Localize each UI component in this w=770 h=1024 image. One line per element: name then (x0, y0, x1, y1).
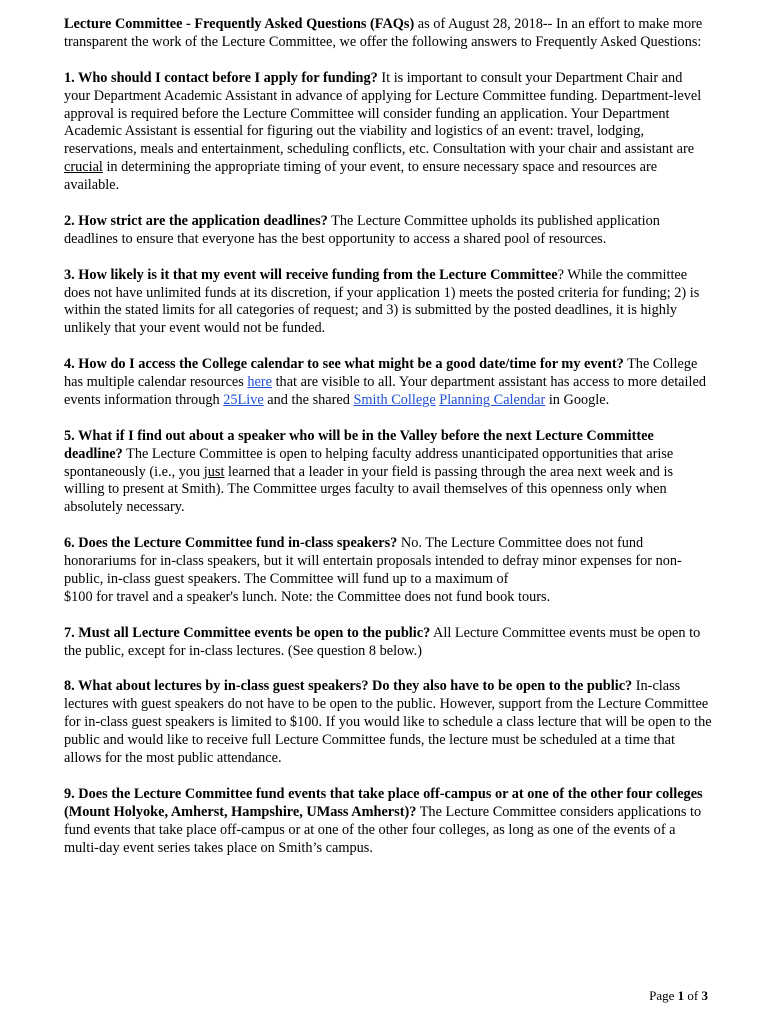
faq-item-3 (64, 267, 712, 339)
faq-question-6: 6. Does the Lecture Committee fund in-class speakers? (64, 535, 398, 552)
faq-document (64, 16, 712, 875)
faq-answer-4-part-1: The College has multiple calendar resources (64, 356, 698, 391)
faq-question-9: 9. Does the Lecture Committee fund events that take place off-campus or at one of the other four colleges (Mount Holyoke, Amherst, Hampshire, UMass Amherst)? (64, 785, 703, 820)
calendar-here-link[interactable]: here (247, 374, 273, 391)
faq-answer-4-part-2: that are visible to all. Your department assistant has access to more detailed events information through (64, 374, 706, 408)
faq-item-9 (64, 786, 712, 858)
faq-answer-9: The Lecture Committee considers applications to fund events that take place off-campus or at one of the other four colleges, as long as one of the events of a multi-day event series takes place on Smith’s campus. (64, 803, 702, 856)
planning-calendar-link[interactable]: Planning Calendar (439, 391, 546, 408)
emphasis-crucial: crucial (64, 159, 103, 176)
faq-answer-4-part-5: in Google. (545, 391, 610, 408)
faq-item-8 (64, 678, 712, 768)
faq-item-4 (64, 356, 712, 410)
faq-answer-5-part-2: learned that a leader in your field is passing through the area next week and is willing to present at Smith). The Committee urges faculty to avail themselves of this openness only when absolutely necessary. (64, 463, 674, 516)
faq-item-5 (64, 428, 712, 518)
faq-answer-1-part-1: It is important to consult your Department Chair and your Department Academic Assistant in advance of applying for Lecture Committee funding. Department-level approval is required before the Lecture Committee will consider funding an application. Your Department Academic Assistant is essential for figuring out the viability and logistics of an event: travel, lodging, reservations, meals and entertainment, scheduling conflicts, etc. Consultation with your chair and assistant are (64, 69, 702, 158)
25live-link[interactable]: 25Live (223, 391, 264, 408)
faq-answer-7: All Lecture Committee events must be open to the public, except for in-class lectures. (See question 8 below.) (64, 624, 701, 659)
page-label: Page (649, 988, 678, 1003)
intro-paragraph (64, 16, 712, 52)
faq-question-1: 1. Who should I contact before I apply for funding? (64, 69, 378, 86)
emphasis-just: just (203, 463, 225, 480)
faq-question-8: 8. What about lectures by in-class guest speakers? Do they also have to be open to the public? (64, 678, 633, 695)
intro-text: as of August 28, 2018-- In an effort to make more transparent the work of the Lecture Committee, we offer the following answers to Frequently Asked Questions: (64, 16, 703, 50)
faq-answer-3: ? While the committee does not have unlimited funds at its discretion, if your application 1) meets the posted criteria for funding; 2) is within the stated limits for all categories of request; and 3) is submitted by the posted deadlines, it is highly unlikely that your event would not be funded. (64, 266, 700, 337)
faq-answer-6-part-2: $100 for travel and a speaker's lunch. Note: the Committee does not fund book tours. (64, 588, 551, 605)
faq-answer-8: In-class lectures with guest speakers do not have to be open to the public. However, support from the Lecture Committee for in-class guest speakers is limited to $100. If you would like to schedule a class lecture that will be open to the public and would like to receive full Lecture Committee funds, the lecture must be scheduled at a time that allows for the most public attendance. (64, 678, 712, 767)
faq-item-6 (64, 535, 712, 607)
faq-answer-2: The Lecture Committee upholds its published application deadlines to ensure that everyone has the best opportunity to access a shared pool of resources. (64, 212, 660, 247)
faq-item-2 (64, 213, 712, 249)
faq-answer-5-part-1: The Lecture Committee is open to helping faculty address unanticipated opportunities that arise spontaneously (i.e., you (64, 445, 674, 480)
faq-question-7: 7. Must all Lecture Committee events be open to the public? (64, 624, 431, 641)
faq-answer-6-part-1: No. The Lecture Committee does not fund honorariums for in-class speakers, but it will entertain proposals intended to defray minor expenses for non-public, in-class guest speakers. The Committee will fund up to a maximum of (64, 535, 682, 587)
faq-question-2: 2. How strict are the application deadlines? (64, 212, 328, 229)
faq-answer-4-part-3: and the shared (263, 391, 354, 408)
faq-question-4: 4. How do I access the College calendar to see what might be a good date/time for my event? (64, 356, 624, 373)
page-number (649, 988, 708, 1004)
faq-item-7 (64, 625, 712, 661)
smith-college-link[interactable]: Smith College (353, 391, 436, 408)
faq-answer-1-part-2: in determining the appropriate timing of your event, to ensure necessary space and resources are available. (64, 159, 658, 194)
current-page: 1 (677, 988, 685, 1003)
of-label: of (684, 988, 702, 1003)
faq-item-1 (64, 70, 712, 195)
total-pages: 3 (701, 988, 708, 1003)
document-title: Lecture Committee - Frequently Asked Questions (FAQs) (64, 16, 415, 32)
faq-question-3: 3. How likely is it that my event will receive funding from the Lecture Committee (64, 266, 558, 283)
faq-question-5: 5. What if I find out about a speaker who will be in the Valley before the next Lecture Committee deadline? (64, 427, 654, 462)
